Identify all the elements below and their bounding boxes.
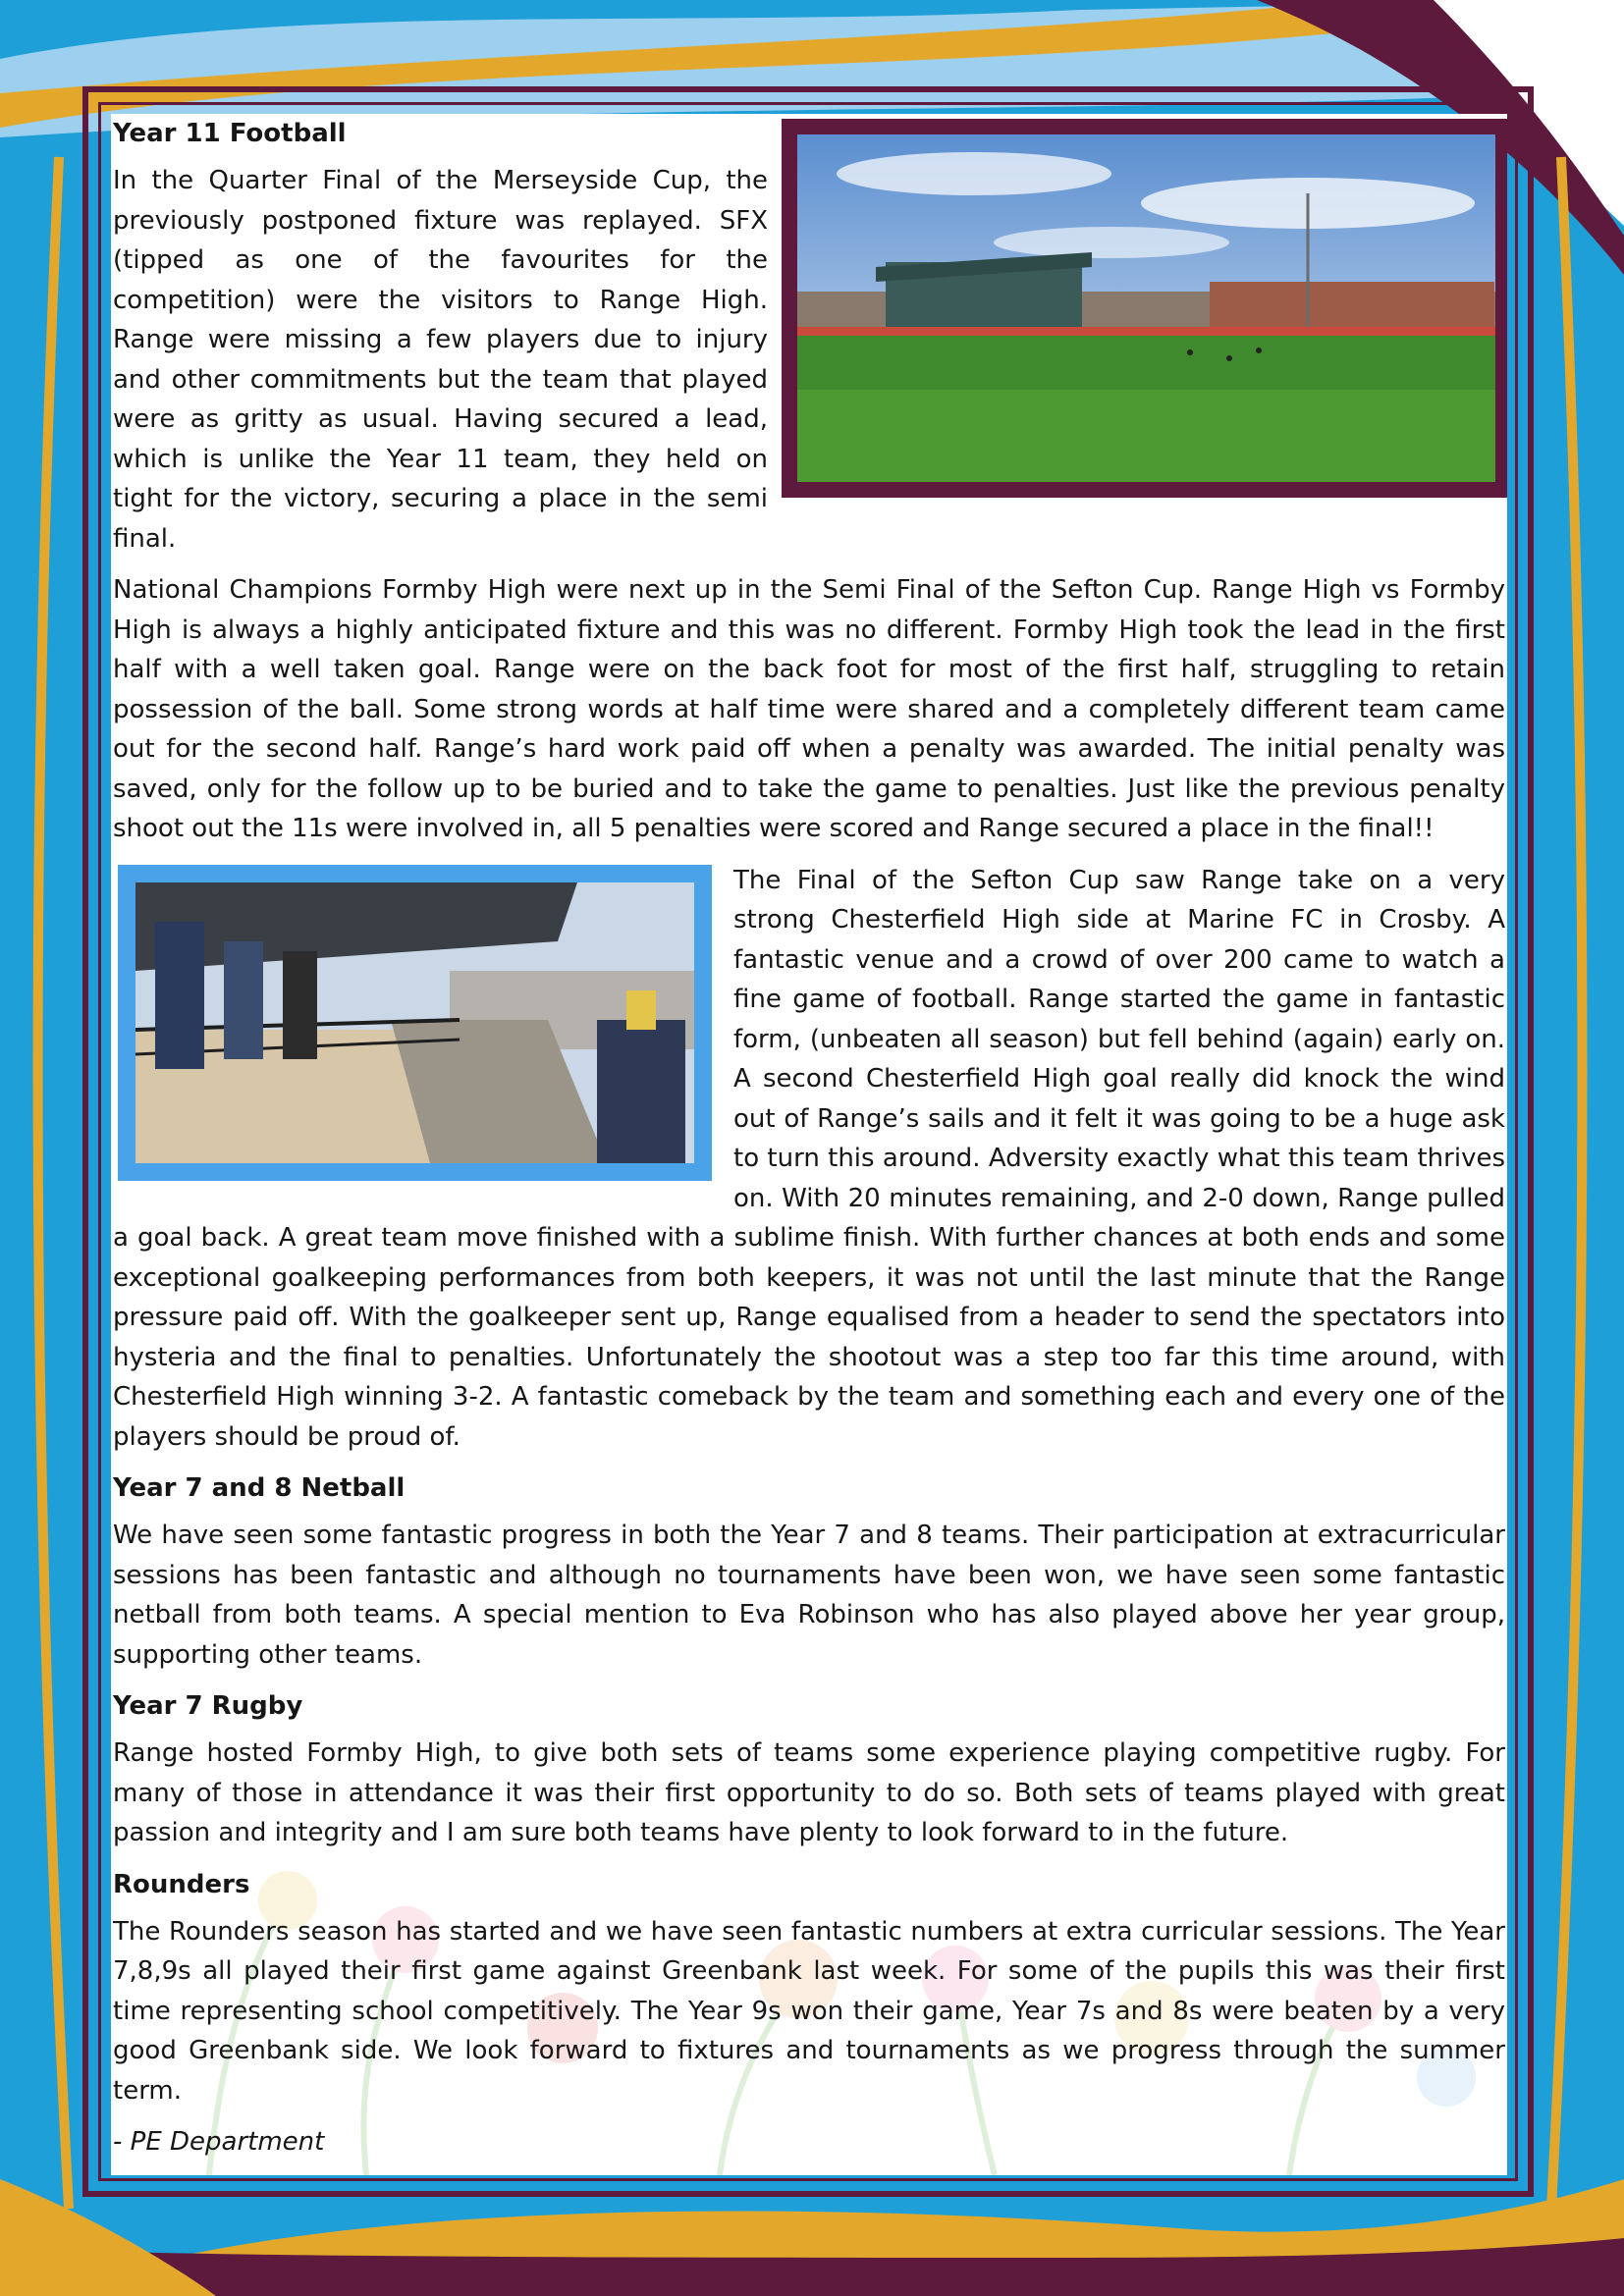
article-text (113, 114, 1505, 2174)
netball-paragraph: We have seen some fantastic progress in both the Year 7 and 8 teams. Their participation at extracurricular sessions has been fantastic and although no tournaments have been won, we have seen some fantastic netball from both teams. A special mention to Eva Robinson who has also played above her year group, supporting other teams. (113, 1521, 1505, 1670)
rounders-paragraph: The Rounders season has started and we have seen fantastic numbers at extra curricular sessions. The Year 7,8,9s all played their first game against Greenbank last week. For some of the pupils this was their first time representing school competitively. The Year 9s won their game, Year 7s and 8s were beaten by a very good Greenbank side. We look forward to fixtures and tournaments as we progress through the summer term. (113, 1916, 1505, 2106)
article-panel (111, 114, 1507, 2175)
spectators-image (135, 882, 694, 1163)
signature: - PE Department (113, 2127, 325, 2157)
rounders-heading: Rounders (113, 1869, 250, 1899)
stadium-image (797, 134, 1495, 482)
netball-heading: Year 7 and 8 Netball (113, 1473, 406, 1503)
stadium-photo (782, 119, 1507, 498)
rugby-heading: Year 7 Rugby (113, 1691, 303, 1721)
rugby-paragraph: Range hosted Formby High, to give both sets of teams some experience playing competitive rugby. For many of those in attendance it was their first opportunity to do so. Both sets of teams played with great passion and integrity and I am sure both teams have plenty to look forward to in the future. (113, 1738, 1505, 1847)
football-paragraph-1: In the Quarter Final of the Merseyside Cup, the previously postponed fixture was replayed. SFX (tipped as one of the favourites for the competition) were the visitors to Range High. Range were missing a few players due to injury and other commitments but the team that played were as gritty as usual. Having secured a lead, which is unlike the Year 11 team, they held on tight for the victory, securing a place in the semi final. (113, 166, 768, 554)
football-heading: Year 11 Football (113, 119, 347, 148)
football-paragraph-3: The Final of the Sefton Cup saw Range take on a very strong Chesterfield High side at Marine FC in Crosby. A fantastic venue and a crowd of over 200 came to watch a fine game of football. Range started the game in fantastic form, (unbeaten all season) but fell behind (again) early on. A second Chesterfield High goal really did knock the wind out of Range’s sails and it felt it was going to be a huge ask to turn this around. Adversity exactly what this team thrives on. With 20 minutes remaining, and 2-0 down, Range pulled a goal back. A great team move finished with a sublime finish. With further chances at both ends and some exceptional goalkeeping performances from both keepers, it was not until the last minute that the Range pressure paid off. With the goalkeeper sent up, Range equalised from a header to send the spectators into hysteria and the final to penalties. Unfortunately the shootout was a step too far this time around, with Chesterfield High winning 3-2. A fantastic comeback by the team and something each and every one of the players should be proud of. (113, 865, 1505, 1452)
spectators-photo (118, 865, 712, 1181)
football-paragraph-2: National Champions Formby High were next up in the Semi Final of the Sefton Cup. Range High vs Formby High is always a highly anticipated fixture and this was no different. Formby High took the lead in the first half with a well taken goal. Range were on the back foot for most of the first half, struggling to retain possession of the ball. Some strong words at half time were shared and a completely different team came out for the second half. Range’s hard work paid off when a penalty was awarded. The initial penalty was saved, only for the follow up to be buried and to take the game to penalties. Just like the previous penalty shoot out the 11s were involved in, all 5 penalties were scored and Range secured a place in the final!! (113, 575, 1505, 843)
